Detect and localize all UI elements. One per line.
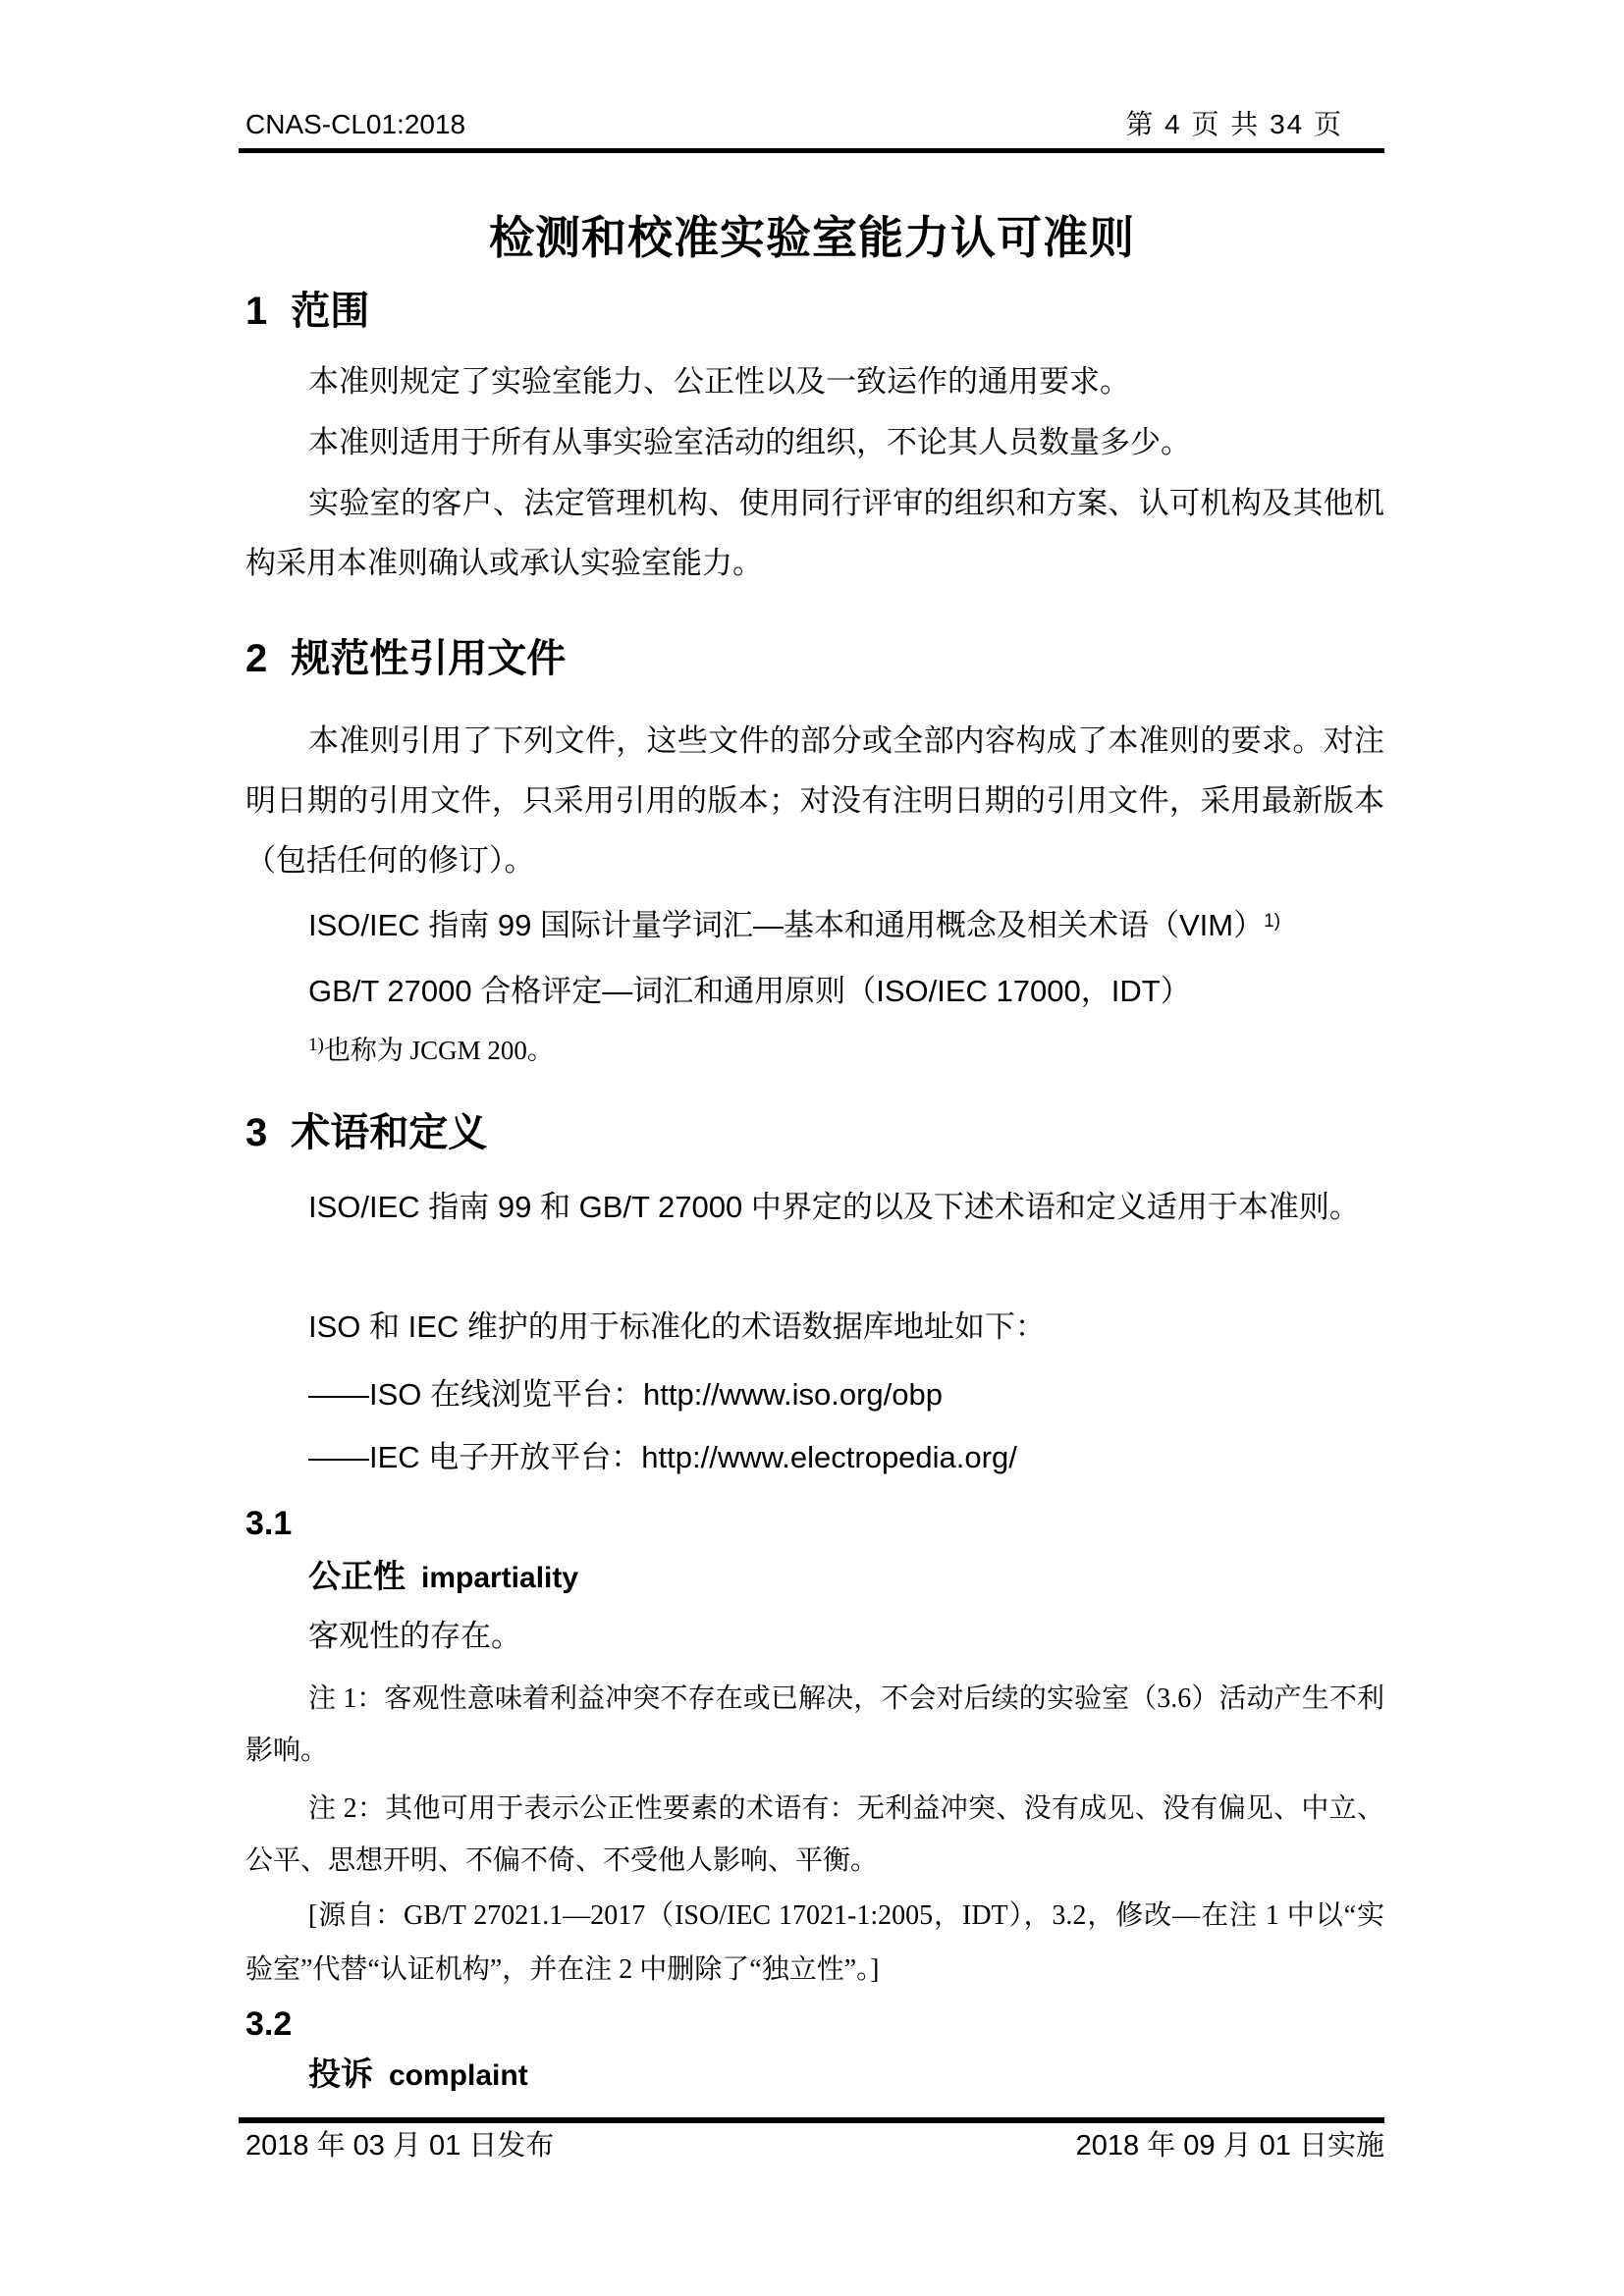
- term-definition: 客观性的存在。: [308, 1619, 521, 1653]
- term-zh: 投诉: [308, 2056, 373, 2092]
- implementation-date: 2018 年 09 月 01 日实施: [1075, 2130, 1384, 2162]
- term-en: impartiality: [421, 1562, 579, 1594]
- paragraph: 本准则规定了实验室能力、公正性以及一致运作的通用要求。: [308, 364, 1130, 399]
- list-item-iso-obp: ——ISO 在线浏览平台：http://www.iso.org/obp: [308, 1377, 944, 1412]
- footnote: [245, 1029, 1384, 1072]
- term-en: complaint: [389, 2059, 528, 2092]
- paragraph: 实验室的客户、法定管理机构、使用同行评审的组织和方案、认可机构及其他机构采用本准则确认或承认实验室能力。: [245, 486, 1384, 580]
- footer-rule: [239, 2117, 1384, 2123]
- term-3-1: [308, 1557, 578, 1598]
- section-1-title: 范围: [291, 290, 370, 333]
- page-number-label: 第 4 页 共 34 页: [1125, 109, 1343, 139]
- doc-code: CNAS-CL01:2018: [245, 109, 466, 139]
- section-2-number: 2: [245, 637, 268, 680]
- section-3-title: 术语和定义: [291, 1111, 488, 1154]
- section-3-heading: [245, 1110, 487, 1155]
- term-3-2-number: 3.2: [245, 2005, 293, 2043]
- term-source: [源自：GB/T 27021.1—2017（ISO/IEC 17021-1:2005，IDT），3.2，修改—在注 1 中以“实验室”代替“认证机构”，并在注 2 中删除了“独立性”。]: [245, 1900, 1384, 1985]
- reference-text: ISO/IEC 指南 99 国际计量学词汇—基本和通用概念及相关术语（VIM）: [308, 908, 1265, 942]
- paragraph: 本准则适用于所有从事实验室活动的组织，不论其人员数量多少。: [308, 425, 1191, 459]
- footnote-marker: 1): [308, 1035, 324, 1055]
- document-title: 检测和校准实验室能力认可准则: [489, 212, 1135, 263]
- reference-entry: GB/T 27000 合格评定—词汇和通用原则（ISO/IEC 17000，IDT）: [308, 974, 1191, 1008]
- section-2-heading: [245, 636, 566, 681]
- footnote-marker: 1): [1264, 911, 1281, 932]
- footnote-text: 也称为 JCGM 200。: [323, 1036, 554, 1065]
- page-footer: [245, 2130, 1384, 2162]
- issue-date: 2018 年 03 月 01 日发布: [245, 2130, 555, 2162]
- section-1-heading: [245, 289, 369, 334]
- term-3-2: [308, 2055, 528, 2096]
- section-1-number: 1: [245, 290, 268, 333]
- term-note-2: 注 2：其他可用于表示公正性要素的术语有：无利益冲突、没有成见、没有偏见、中立、公平、思想开明、不偏不倚、不受他人影响、平衡。: [245, 1793, 1384, 1876]
- section-3-number: 3: [245, 1111, 268, 1154]
- term-zh: 公正性: [308, 1558, 406, 1594]
- term-3-1-number: 3.1: [245, 1505, 293, 1542]
- paragraph: ISO/IEC 指南 99 和 GB/T 27000 中界定的以及下述术语和定义适用于本准则。: [308, 1190, 1360, 1224]
- paragraph: ISO 和 IEC 维护的用于标准化的术语数据库地址如下：: [308, 1309, 1046, 1344]
- section-2-title: 规范性引用文件: [291, 637, 567, 680]
- paragraph: 本准则引用了下列文件，这些文件的部分或全部内容构成了本准则的要求。对注明日期的引用文件，只采用引用的版本；对没有注明日期的引用文件，采用最新版本（包括任何的修订）。: [245, 723, 1384, 878]
- term-note-1: 注 1：客观性意味着利益冲突不存在或已解决，不会对后续的实验室（3.6）活动产生不利影响。: [245, 1683, 1384, 1766]
- page-header: [245, 110, 1384, 139]
- reference-entry: [245, 895, 1384, 955]
- list-item-iec-electropedia: ——IEC 电子开放平台：http://www.electropedia.org/: [308, 1440, 1017, 1474]
- header-rule: [239, 148, 1384, 153]
